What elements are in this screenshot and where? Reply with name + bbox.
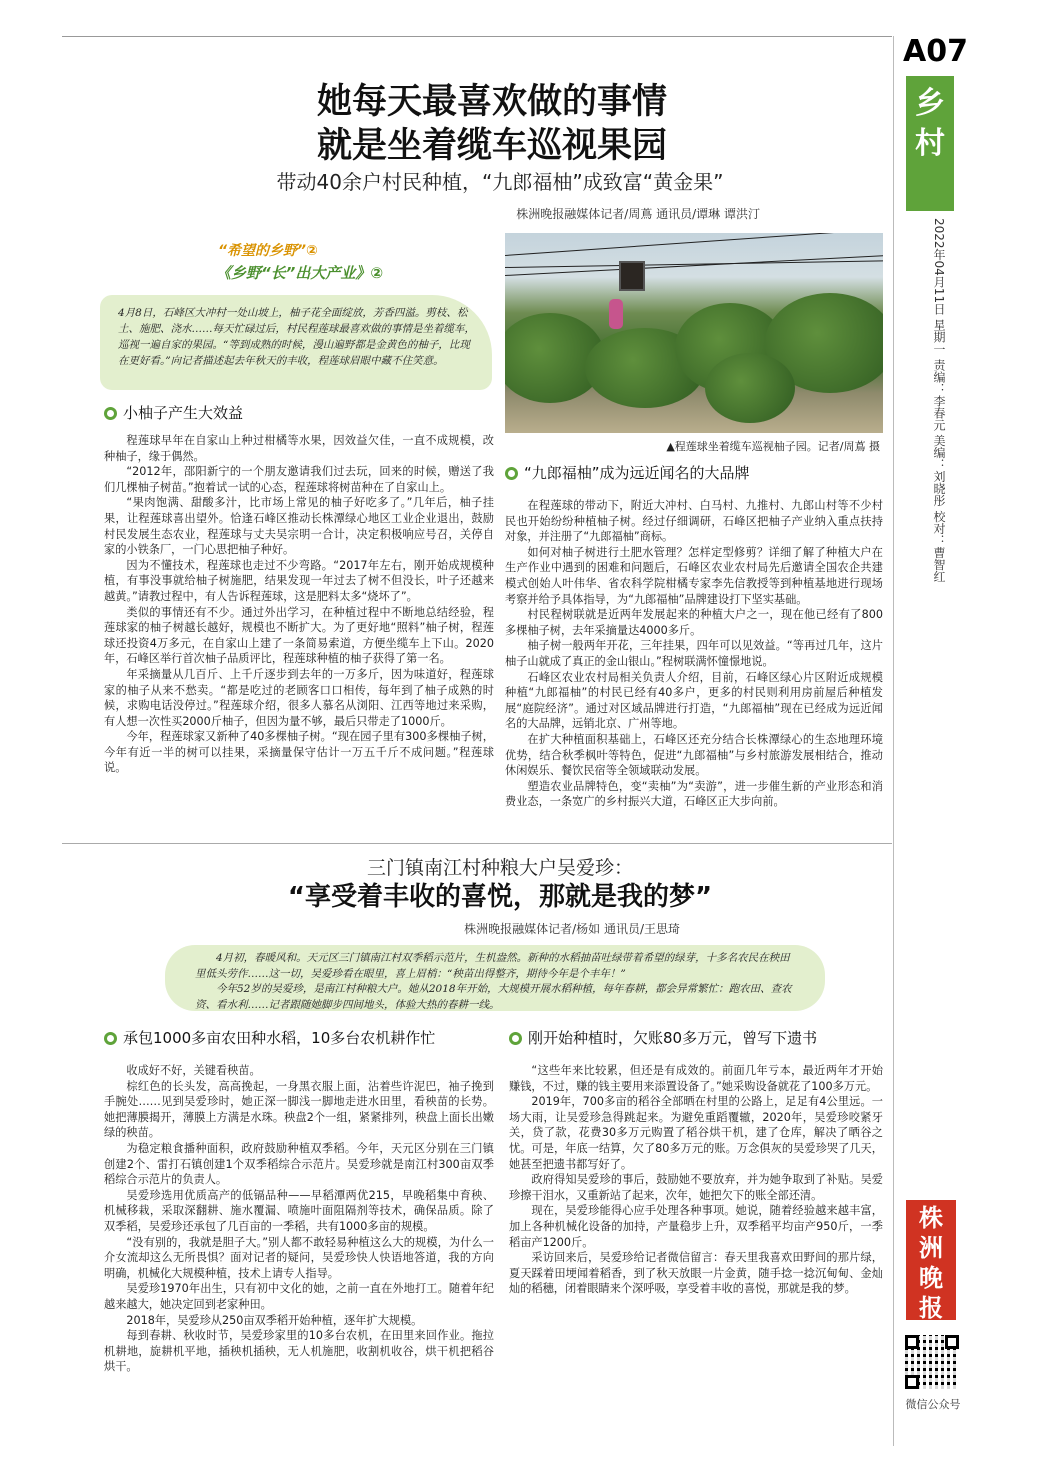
article2-kicker: 三门镇南江村种粮大户吴爱珍： xyxy=(366,857,633,879)
section-bullet-icon xyxy=(505,467,518,480)
series-banner xyxy=(172,238,392,290)
newspaper-logo: 株 洲 晚 报 xyxy=(906,1200,956,1320)
article2-section1-body: 收成好不好，关键看秧苗。 棕红色的长头发，高高挽起，一身黑衣服上面，沾着些许泥巴，袖子挽到手腕处……见到吴爱珍时，她正深一脚浅一脚地走进水田里，看秧苗的长势。她把薄膜揭开，薄膜上方满是水珠。秧盘2个一组，紧紧排列，秧盘上面长出嫩绿的秧苗。 为稳定粮食播种面积，政府鼓励种植双季稻。今年，天元区分别在三门镇创建2个、雷打石镇创建1个双季稻综合示范片。吴爱珍就是南江村300亩双季稻综合示范片的负责人。 吴爱珍选用优质高产的低镉品种——早稻潭两优215，早晚稻集中育秧、机械移栽，采取深翻耕、施水覆漏、喷施叶面阻隔剂等技术，确保品质。除了双季稻，吴爱珍还承包了几百亩的一季稻，共有1000多亩的规模。 “没有别的，我就是胆子大。”别人都不敢轻易种植这么大的规模，为什么一介女流却这么无所畏惧？面对记者的疑问，吴爱珍快人快语地答道，我的方向明确，机械化大规模种植，技术上请专人指导。 吴爱珍1970年出生，只有初中文化的她，之前一直在外地打工。随着年纪越来越大，她决定回到老家种田。 2018年，吴爱珍从250亩双季稻开始种植，逐年扩大规模。 每到春耕、秋收时节，吴爱珍家里的10多台农机，在田里来回作业。拖拉机耕地，旋耕机平地，插秧机插秧，无人机施肥，收割机收谷，烘干机把稻谷烘干。 xyxy=(104,1064,494,1374)
section-bullet-icon xyxy=(509,1032,522,1045)
section-label: 乡 村 xyxy=(915,86,945,161)
article2-headline: “享受着丰收的喜悦，那就是我的梦” xyxy=(287,882,713,912)
article1-headline-line2: 就是坐着缆车巡视果园 xyxy=(316,126,667,166)
article1-subtitle: 带动40余户村民种植，“九郎福柚”成致富“黄金果” xyxy=(276,170,724,194)
article1-headline-line1: 她每天最喜欢做的事情 xyxy=(316,82,667,122)
article1-section2-heading: “九郎福柚”成为远近闻名的大品牌 xyxy=(505,462,885,483)
top-rule xyxy=(62,36,892,37)
section-badge xyxy=(906,76,954,211)
article2-byline: 株洲晚报融媒体记者/杨如 通讯员/王思琦 xyxy=(464,922,680,936)
photo-caption: ▲程莲球坐着缆车巡视柚子园。记者/周蔦 摄 xyxy=(666,440,880,453)
article1-intro: 4月8日，石峰区大冲村一处山坡上，柚子花全面绽放，芳香四溢。剪枝、松土、施肥、浇水……每天忙碌过后，村民程莲球最喜欢做的事情是坐着缆车，巡视一遍自家的果园。“等到成熟的时候，漫山遍野都是金黄色的柚子，比现在更好看。”向记者描述起去年秋天的丰收，程莲球眉眼中藏不住笑意。 xyxy=(100,295,492,390)
series-banner-line2: 《乡野“长”出大产业》② xyxy=(216,264,384,282)
cable-car-icon xyxy=(619,261,645,291)
qr-code-icon xyxy=(905,1335,959,1389)
issue-meta: 2022年04月11日 星期一 责编：李春元 美编：刘晓彤 校对：曹智红 xyxy=(932,218,946,583)
page-number: A07 xyxy=(903,34,968,69)
section-bullet-icon xyxy=(104,1032,117,1045)
person-figure xyxy=(609,299,623,329)
article2-section1-heading: 承包1000多亩农田种水稻，10多台农机耕作忙 xyxy=(104,1027,494,1048)
section-bullet-icon xyxy=(104,407,117,420)
article2-section2-heading: 刚开始种植时，欠账80多万元，曾写下遗书 xyxy=(509,1027,884,1048)
article2-intro: 4月初，春暖风和。天元区三门镇南江村双季稻示范片，生机盎然。新种的水稻抽苗吐绿带着希望的绿芽，十多名农民在秧田里低头劳作……这一切，吴爱珍看在眼里，喜上眉梢：“秧苗出得整齐，期待今年是个丰年！” 今年52岁的吴爱珍，是南江村种粮大户。她从2018年开始，大规模开展水稻种植，每年春耕，都会异常繁忙：跑农田、查农资、看水利……记者跟随她脚步四间地头，体验大热的春耕一线。 xyxy=(165,945,825,1011)
article1-section1-body: 程莲球早年在自家山上种过柑橘等水果，因效益欠佳，一直不成规模，改种柚子，缘于偶然。 “2012年，邵阳新宁的一个朋友邀请我们过去玩，回来的时候，赠送了我们几棵柚子树苗。”抱着试一试的心态，程莲球将树苗种在了自家山上。 “果肉饱满、甜酸多汁，比市场上常见的柚子好吃多了。”几年后，柚子挂果，让程莲球喜出望外。恰逢石峰区推动长株潭绿心地区工业企业退出，鼓励村民发展生态农业，程莲球与丈夫吴宗明一合计，决定积极响应号召，关停自家的小铁条厂，一门心思把柚子种好。 因为不懂技术，程莲球也走过不少弯路。“2017年左右，刚开始成规模种植，有事没事就给柚子树施肥，结果发现一年过去了树不但没长，叶子还越来越黄。”请教过程中，有人告诉程莲球，这是肥料太多“烧坏了”。 类似的事情还有不少。通过外出学习，在种植过程中不断地总结经验，程莲球家的柚子树越长越好，规模也不断扩大。为了更好地“照料”柚子树，程莲球还投资4万多元，在自家山上建了一条简易索道，方便坐缆车上下山。2020年，石峰区举行首次柚子品质评比，程莲球种植的柚子获得了第一名。 年采摘量从几百斤、上千斤逐步到去年的一万多斤，因为味道好，程莲球家的柚子从来不愁卖。“都是吃过的老顾客口口相传，每年到了柚子成熟的时候，求购电话没停过。”程莲球介绍，很多人慕名从浏阳、江西等地过来采购，有人想一次性买2000斤柚子，但因为量不够，最后只带走了1000斤。 今年，程莲球家又新种了40多棵柚子树。“现在园子里有300多棵柚子树，今年有近一半的树可以挂果，采摘量保守估计一万五千斤不成问题。”程莲球说。 xyxy=(104,434,494,775)
article1-headline xyxy=(222,80,762,168)
cable-car-photo xyxy=(505,233,883,433)
article1-byline: 株洲晚报融媒体记者/周蔦 通讯员/谭琳 谭洪汀 xyxy=(516,207,760,221)
article1-section2-body: 在程莲球的带动下，附近大冲村、白马村、九推村、九郎山村等不少村民也开始纷纷种植柚子树。经过仔细调研，石峰区把柚子产业纳入重点扶持对象，并注册了“九郎福柚”商标。 如何对柚子树进行土肥水管理？怎样定型修剪？详细了解了种植大户在生产作业中遇到的困难和问题后，石峰区农业农村局先后邀请全国农企共建模式创始人叶伟华、省农科学院柑橘专家李先信教授等到种植基地进行现场考察并给予具体指导，为“九郎福柚”品牌建设打下坚实基础。 村民程树联就是近两年发展起来的种植大户之一，现在他已经有了800多棵柚子树，去年采摘量达4000多斤。 柚子树一般两年开花，三年挂果，四年可以见效益。“等再过几年，这片柚子山就成了真正的金山银山。”程树联满怀憧憬地说。 石峰区农业农村局相关负责人介绍，目前，石峰区绿心片区附近成规模种植“九郎福柚”的村民已经有40多户，更多的村民则利用房前屋后种植发展“庭院经济”。通过对区域品牌进行打造，“九郎福柚”现在已经成为远近闻名的大品牌，远销北京、广州等地。 在扩大种植面积基础上，石峰区还充分结合长株潭绿心的生态地理环境优势，结合秋季枫叶等特色，促进“九郎福柚”与乡村旅游发展相结合，推动休闲娱乐、餐饮民宿等全领域联动发展。 塑造农业品牌特色，变“卖柚”为“卖游”，进一步催生新的产业形态和消费业态，一条宽广的乡村振兴大道，石峰区正大步向前。 xyxy=(505,499,883,809)
qr-label: 微信公众号 xyxy=(905,1398,961,1411)
article1-section1-heading: 小柚子产生大效益 xyxy=(104,402,494,423)
article2-section2-body: “这些年来比较累，但还是有成效的。前面几年亏本，最近两年才开始赚钱，不过，赚的钱主要用来添置设备了。”她采购设备就花了100多万元。 2019年，700多亩的稻谷全部晒在村里的公路上，足足有4公里远。一场大雨，让吴爱珍急得跳起来。为避免重蹈覆辙，2020年，吴爱珍咬紧牙关，贷了款，花费30多万元购置了稻谷烘干机，建了仓库，解决了晒谷之忧。可是，年底一结算，欠了80多万元的账。万念俱灰的吴爱珍哭了几天，她甚至把遗书都写好了。 政府得知吴爱珍的事后，鼓励她不要放弃，并为她争取到了补贴。吴爱珍擦干泪水，又重新站了起来，次年，她把欠下的账全部还清。 现在，吴爱珍能得心应手处理各种事项。她说，随着经验越来越丰富，加上各种机械化设备的加持，产量稳步上升，双季稻平均亩产950斤，一季稻亩产1200斤。 采访回来后，吴爱珍给记者微信留言：春天里我喜欢田野间的那片绿，夏天踩着田埂闻着稻香，到了秋天放眼一片金黄，随手捻一捻沉甸甸、金灿灿的稻穗，闭着眼睛来个深呼吸，享受着丰收的喜悦，那就是我的梦。 xyxy=(509,1064,883,1296)
right-column-rule xyxy=(893,36,894,1446)
series-banner-line1: “希望的乡野”② xyxy=(218,243,318,259)
article-separator xyxy=(62,843,892,844)
